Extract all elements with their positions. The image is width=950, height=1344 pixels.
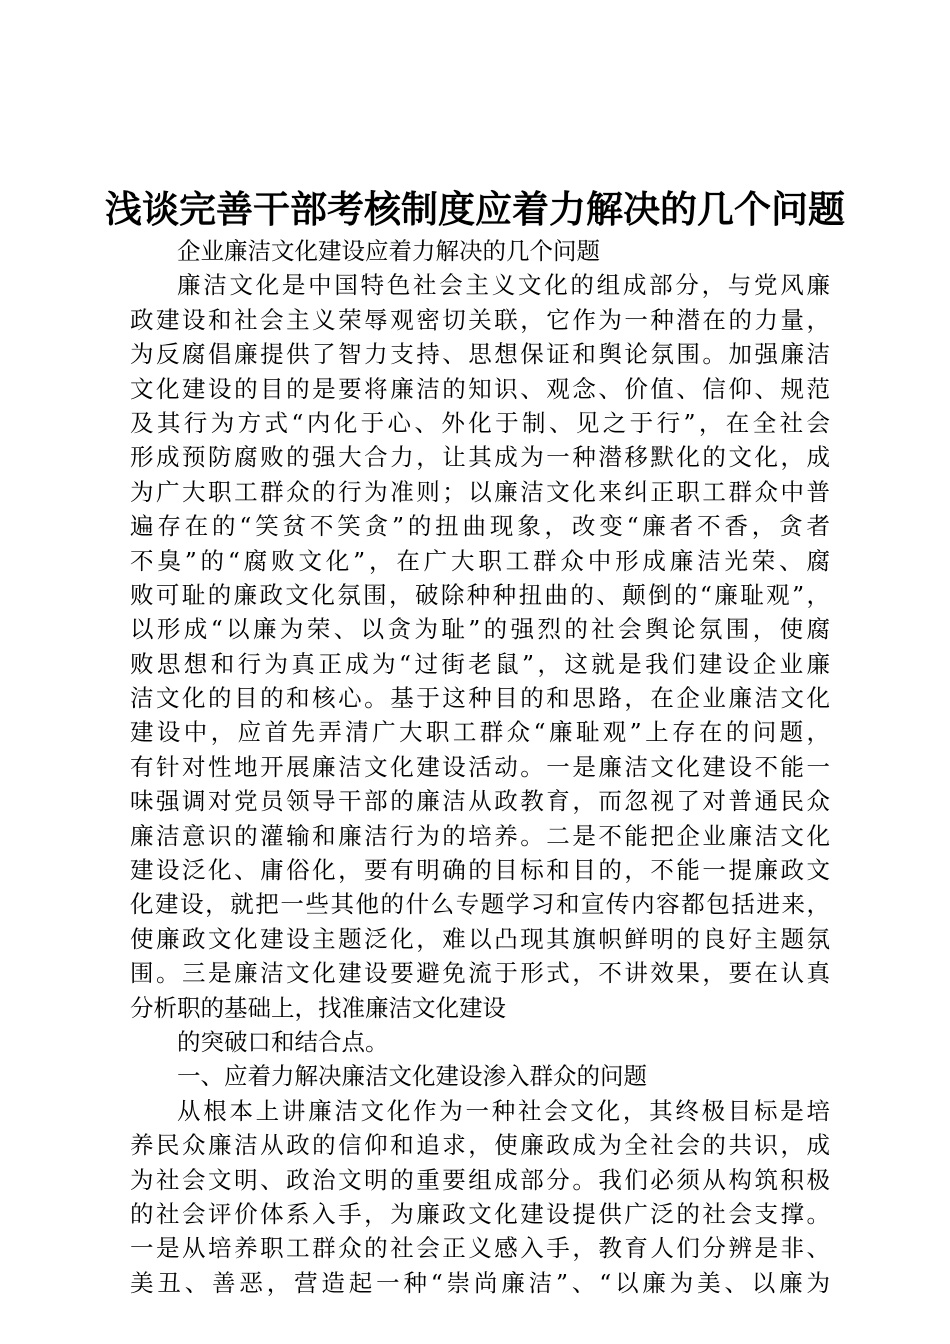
paragraph-line: 味强调对党员领导干部的廉洁从政教育，而忽视了对普通民众 [130,787,830,816]
paragraph-line: 围。三是廉洁文化建设要避免流于形式，不讲效果，要在认真 [130,959,830,988]
paragraph-line: 败可耻的廉政文化氛围，破除种种扭曲的、颠倒的“廉耻观”， [130,580,830,609]
paragraph-line: 的社会评价体系入手，为廉政文化建设提供广泛的社会支撑。 [130,1199,830,1228]
paragraph-line: 化建设，就把一些其他的什么专题学习和宣传内容都包括进来， [130,890,830,919]
paragraph-line: 建设泛化、庸俗化，要有明确的目标和目的，不能一提廉政文 [130,856,830,885]
document-body [130,234,830,1300]
paragraph-line: 政建设和社会主义荣辱观密切关联，它作为一种潜在的力量， [130,305,830,334]
paragraph-line: 分析职的基础上，找准廉洁文化建设 [130,993,506,1022]
paragraph-line: 建设中，应首先弄清广大职工群众“廉耻观”上存在的问题， [130,718,830,747]
paragraph-line: 使廉政文化建设主题泛化，难以凸现其旗帜鲜明的良好主题氛 [130,924,830,953]
subtitle-line: 企业廉洁文化建设应着力解决的几个问题 [177,237,600,265]
paragraph-line: 文化建设的目的是要将廉洁的知识、观念、价值、信仰、规范 [130,374,830,403]
paragraph-line: 败思想和行为真正成为“过街老鼠”，这就是我们建设企业廉 [130,649,830,678]
paragraph-line: 不臭”的“腐败文化”，在广大职工群众中形成廉洁光荣、腐 [130,546,830,575]
paragraph-line: 廉洁意识的灌输和廉洁行为的培养。二是不能把企业廉洁文化 [130,821,830,850]
paragraph-line: 的突破口和结合点。 [177,1027,389,1056]
paragraph-line: 以形成“以廉为荣、以贪为耻”的强烈的社会舆论氛围，使腐 [130,615,830,644]
document-title: 浅谈完善干部考核制度应着力解决的几个问题 [105,187,845,231]
paragraph-line: 从根本上讲廉洁文化作为一种社会文化，其终极目标是培 [177,1096,830,1125]
paragraph-line: 为反腐倡廉提供了智力支持、思想保证和舆论氛围。加强廉洁 [130,340,830,369]
paragraph-line: 廉洁文化是中国特色社会主义文化的组成部分，与党风廉 [177,271,830,300]
section-heading: 一、应着力解决廉洁文化建设渗入群众的问题 [177,1062,647,1091]
paragraph-line: 及其行为方式“内化于心、外化于制、见之于行”，在全社会 [130,408,830,437]
paragraph-line: 美丑、善恶，营造起一种“崇尚廉洁”、“以廉为美、以廉为 [130,1268,830,1297]
paragraph-line: 为广大职工群众的行为准则；以廉洁文化来纠正职工群众中普 [130,477,830,506]
paragraph-line: 一是从培养职工群众的社会正义感入手，教育人们分辨是非、 [130,1234,830,1263]
paragraph-line: 有针对性地开展廉洁文化建设活动。一是廉洁文化建设不能一 [130,752,830,781]
paragraph-line: 养民众廉洁从政的信仰和追求，使廉政成为全社会的共识，成 [130,1131,830,1160]
paragraph-line: 遍存在的“笑贫不笑贪”的扭曲现象，改变“廉者不香，贪者 [130,512,830,541]
paragraph-line: 为社会文明、政治文明的重要组成部分。我们必须从构筑积极 [130,1165,830,1194]
paragraph-line: 形成预防腐败的强大合力，让其成为一种潜移默化的文化，成 [130,443,830,472]
paragraph-line: 洁文化的目的和核心。基于这种目的和思路，在企业廉洁文化 [130,684,830,713]
